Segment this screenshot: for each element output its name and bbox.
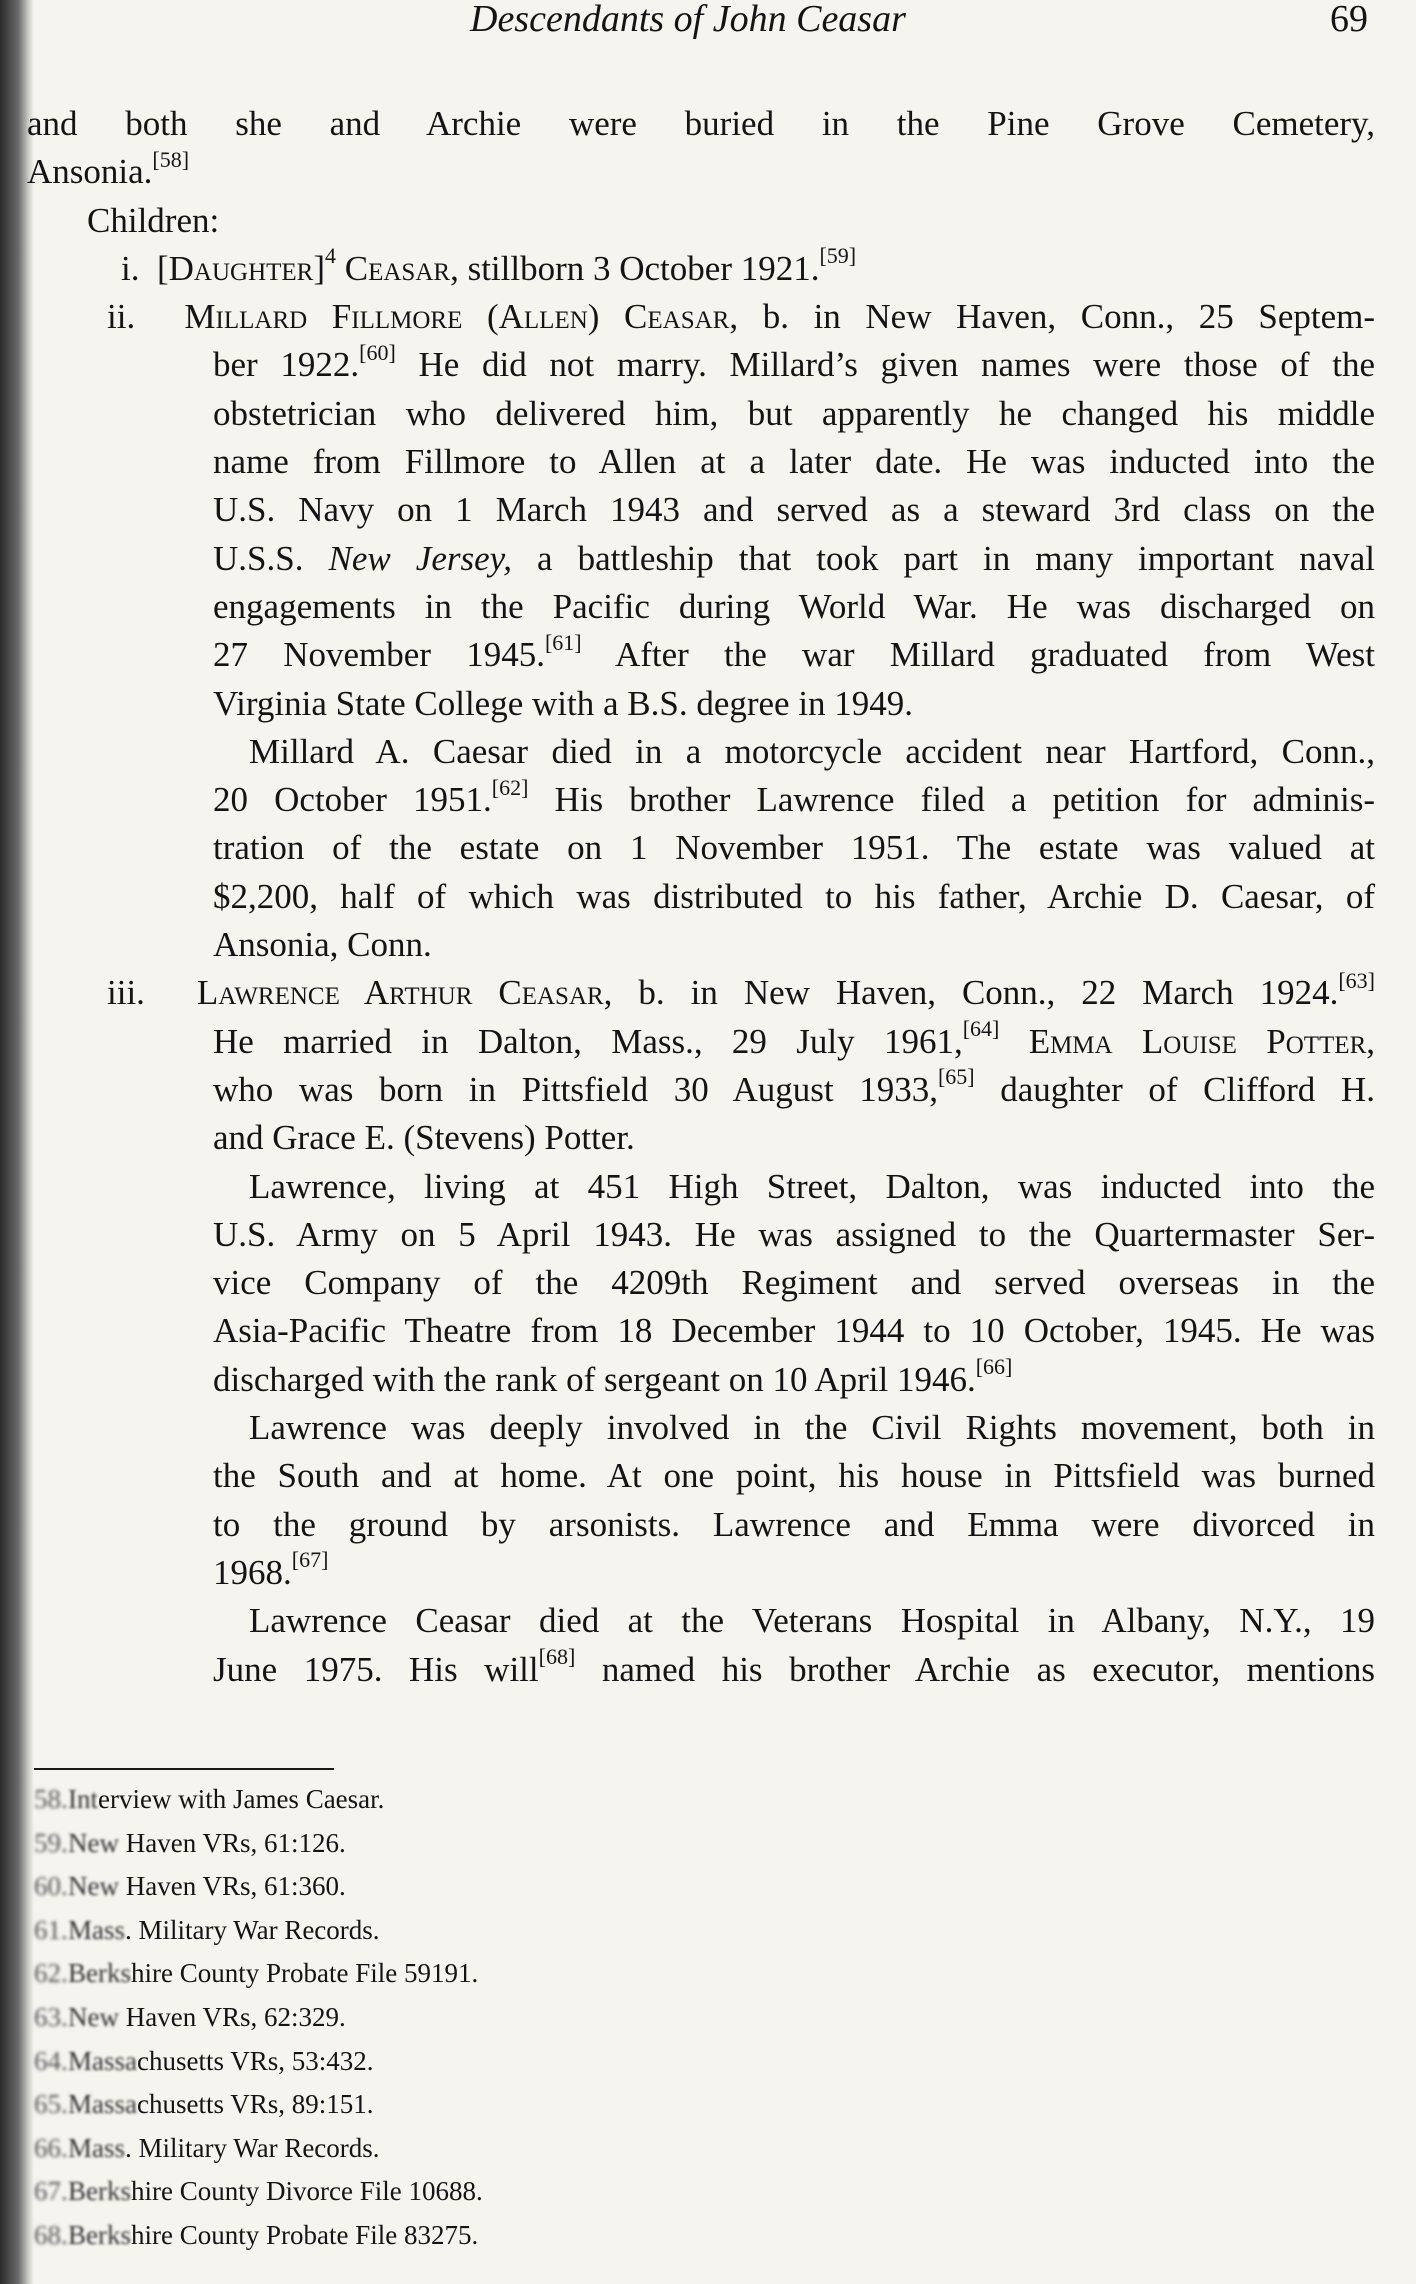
generation-number: 4 xyxy=(325,243,337,269)
footnote-number: 66. xyxy=(34,2132,68,2163)
child-ii-line: Ansonia, Conn. xyxy=(213,925,432,965)
child-ii-line: U.S. Navy on 1 March 1943 and served as a steward 3rd class on the xyxy=(213,490,1375,530)
footnote-text: . Military War Records. xyxy=(125,1914,380,1945)
footnote-number: 62. xyxy=(34,1958,68,1989)
child-iii-line: Lawrence, living at 451 High Street, Dalton, was inducted into the xyxy=(249,1166,1375,1206)
footnote-ref: [60] xyxy=(359,339,396,365)
child-iii-line: Asia-Pacific Theatre from 18 December 1944 to 10 October, 1945. He was xyxy=(213,1311,1375,1351)
child-text: U.S.S. xyxy=(213,538,329,578)
child-iii-line: the South and at home. At one point, his house in Pittsfield was burned xyxy=(213,1456,1375,1496)
footnote-ref: [59] xyxy=(819,243,857,269)
child-iii-line: and Grace E. (Stevens) Potter. xyxy=(213,1118,635,1158)
child-ii-line: Virginia State College with a B.S. degree in 1949. xyxy=(213,683,914,723)
child-text: daughter of Clifford H. xyxy=(974,1069,1375,1109)
footnote-ref: [63] xyxy=(1338,967,1375,993)
footnote-number: 65. xyxy=(34,2089,68,2120)
footnote-blurred-text: Massa xyxy=(68,2045,137,2076)
child-text: a battleship that took part in many important naval xyxy=(511,538,1375,578)
footnote-number: 58. xyxy=(34,1784,68,1814)
page-number: 69 xyxy=(1330,0,1368,40)
footnote-number: 61. xyxy=(34,1914,68,1945)
child-text: stillborn 3 October 1921. xyxy=(458,248,820,288)
footnote xyxy=(34,1865,734,1909)
footnote-blurred-text: Int xyxy=(68,1784,98,1814)
child-text: b. in New Haven, Conn., 25 Septem- xyxy=(738,297,1375,337)
footnote-ref: [65] xyxy=(937,1064,975,1090)
footnote-blurred-text: New xyxy=(68,1827,119,1858)
ship-name: New Jersey, xyxy=(328,538,512,578)
footnotes xyxy=(34,1778,734,2258)
footnote-ref: [61] xyxy=(544,629,582,655)
child-text: 27 November 1945. xyxy=(213,635,545,675)
footnote-text: erview with James Caesar. xyxy=(98,1784,385,1814)
footnote xyxy=(34,1909,734,1953)
footnote-blurred-text: New xyxy=(68,1871,119,1902)
footnote-text: hire County Probate File 83275. xyxy=(131,2219,479,2250)
footnote xyxy=(34,1996,734,2040)
children-heading: Children: xyxy=(87,200,220,240)
child-text: discharged with the rank of sergeant on 10 April 1946. xyxy=(213,1359,976,1399)
child-ii-line: engagements in the Pacific during World War. He was discharged on xyxy=(213,586,1375,626)
spouse-name: Emma Louise Potter, xyxy=(999,1021,1375,1061)
child-ii-line xyxy=(27,341,1375,389)
footnote-text: . Military War Records. xyxy=(125,2132,380,2163)
footnote xyxy=(34,2127,734,2171)
intro-text: Ansonia. xyxy=(27,152,153,192)
footnote-blurred-text: Berks xyxy=(68,2176,131,2207)
child-text: His brother Lawrence filed a petition for adminis- xyxy=(528,780,1375,820)
footnote-ref: [58] xyxy=(152,146,190,172)
body-text xyxy=(27,100,1375,1694)
footnote xyxy=(34,2214,734,2258)
footnote-text: Haven VRs, 61:360. xyxy=(118,1871,346,1902)
child-ii-line: $2,200, half of which was distributed to his father, Archie D. Caesar, of xyxy=(213,876,1375,916)
footnote-ref: [66] xyxy=(975,1354,1013,1380)
child-text: After the war Millard graduated from West xyxy=(581,635,1375,675)
footnote xyxy=(34,2170,734,2214)
child-surname: Ceasar, xyxy=(344,248,459,288)
child-iii-line: Lawrence was deeply involved in the Civil Rights movement, both in xyxy=(249,1408,1375,1448)
child-iii-line: vice Company of the 4209th Regiment and served overseas in the xyxy=(213,1263,1375,1303)
child-i xyxy=(27,245,1375,293)
child-iii-line xyxy=(27,1015,1375,1066)
child-ii-line: Millard A. Caesar died in a motorcycle accident near Hartford, Conn., xyxy=(249,731,1375,771)
footnote-rule xyxy=(34,1768,334,1770)
child-name: Lawrence Arthur Ceasar, xyxy=(196,973,613,1013)
child-ii-line: obstetrician who delivered him, but apparently he changed his middle xyxy=(213,393,1375,433)
child-iii-line xyxy=(27,1643,1375,1694)
child-number: iii. xyxy=(107,973,145,1013)
child-iii-first-line xyxy=(27,969,1375,1017)
footnote-number: 64. xyxy=(34,2045,68,2076)
child-ii-line xyxy=(27,631,1375,679)
child-text: 1968. xyxy=(213,1552,292,1592)
child-ii-first-line xyxy=(27,293,1375,341)
child-number: ii. xyxy=(107,297,136,337)
child-ii-line: name from Fillmore to Allen at a later date. He was inducted into the xyxy=(213,442,1375,482)
child-iii-line xyxy=(27,1356,1375,1404)
running-header xyxy=(0,0,1416,44)
footnote-text: hire County Probate File 59191. xyxy=(131,1958,479,1989)
footnote xyxy=(34,2040,734,2084)
child-ii-line: tration of the estate on 1 November 1951. The estate was valued at xyxy=(213,828,1375,868)
footnote-text: Haven VRs, 62:329. xyxy=(118,2001,346,2032)
footnote-blurred-text: Mass xyxy=(68,1914,126,1945)
footnote-blurred-text: Massa xyxy=(68,2089,137,2120)
child-iii-line: Lawrence Ceasar died at the Veterans Hospital in Albany, N.Y., 19 xyxy=(249,1601,1375,1641)
child-number: i. xyxy=(121,248,140,288)
intro-line-2 xyxy=(27,148,1375,196)
footnote-ref: [62] xyxy=(491,774,529,800)
footnote-text: Haven VRs, 61:126. xyxy=(118,1827,346,1858)
footnote-blurred-text: Berks xyxy=(68,2219,131,2250)
child-name: Millard Fillmore (Allen) Ceasar, xyxy=(184,297,739,337)
child-text: b. in New Haven, Conn., 22 March 1924. xyxy=(612,973,1339,1013)
child-ii-line xyxy=(27,776,1375,824)
footnote xyxy=(34,2083,734,2127)
footnote-blurred-text: Mass xyxy=(68,2132,126,2163)
footnote-number: 60. xyxy=(34,1871,68,1902)
footnote-ref: [64] xyxy=(962,1015,1000,1041)
child-text: who was born in Pittsfield 30 August 1933, xyxy=(213,1069,938,1109)
footnote-number: 63. xyxy=(34,2001,68,2032)
footnote-text: chusetts VRs, 89:151. xyxy=(137,2089,374,2120)
child-text: ber 1922. xyxy=(213,345,360,385)
child-text: He married in Dalton, Mass., 29 July 1961, xyxy=(213,1021,963,1061)
footnote xyxy=(34,1952,734,1996)
child-text: June 1975. His will xyxy=(213,1649,539,1689)
child-iii-line: U.S. Army on 5 April 1943. He was assigned to the Quartermaster Ser- xyxy=(213,1214,1375,1254)
footnote-text: hire County Divorce File 10688. xyxy=(131,2176,483,2207)
footnote-text: chusetts VRs, 53:432. xyxy=(137,2045,374,2076)
running-title: Descendants of John Ceasar xyxy=(470,0,906,40)
intro-line-1: and both she and Archie were buried in the Pine Grove Cemetery, xyxy=(27,104,1375,143)
footnote-number: 68. xyxy=(34,2219,68,2250)
child-text: named his brother Archie as executor, mentions xyxy=(575,1649,1375,1689)
footnote-ref: [67] xyxy=(291,1547,329,1573)
footnote-blurred-text: New xyxy=(68,2001,119,2032)
footnote-number: 67. xyxy=(34,2176,68,2207)
child-name: [Daughter] xyxy=(156,248,326,288)
child-ii-line xyxy=(27,535,1375,583)
footnote xyxy=(34,1822,734,1866)
child-iii-line xyxy=(27,1549,1375,1597)
child-text: He did not marry. Millard’s given names were those of the xyxy=(395,345,1375,385)
child-text: 20 October 1951. xyxy=(213,780,492,820)
footnote-blurred-text: Berks xyxy=(68,1958,131,1989)
footnote-ref: [68] xyxy=(538,1643,576,1669)
child-iii-line: to the ground by arsonists. Lawrence and Emma were divorced in xyxy=(213,1504,1375,1544)
footnote xyxy=(34,1778,734,1822)
child-iii-line xyxy=(27,1066,1375,1114)
footnote-number: 59. xyxy=(34,1827,68,1858)
